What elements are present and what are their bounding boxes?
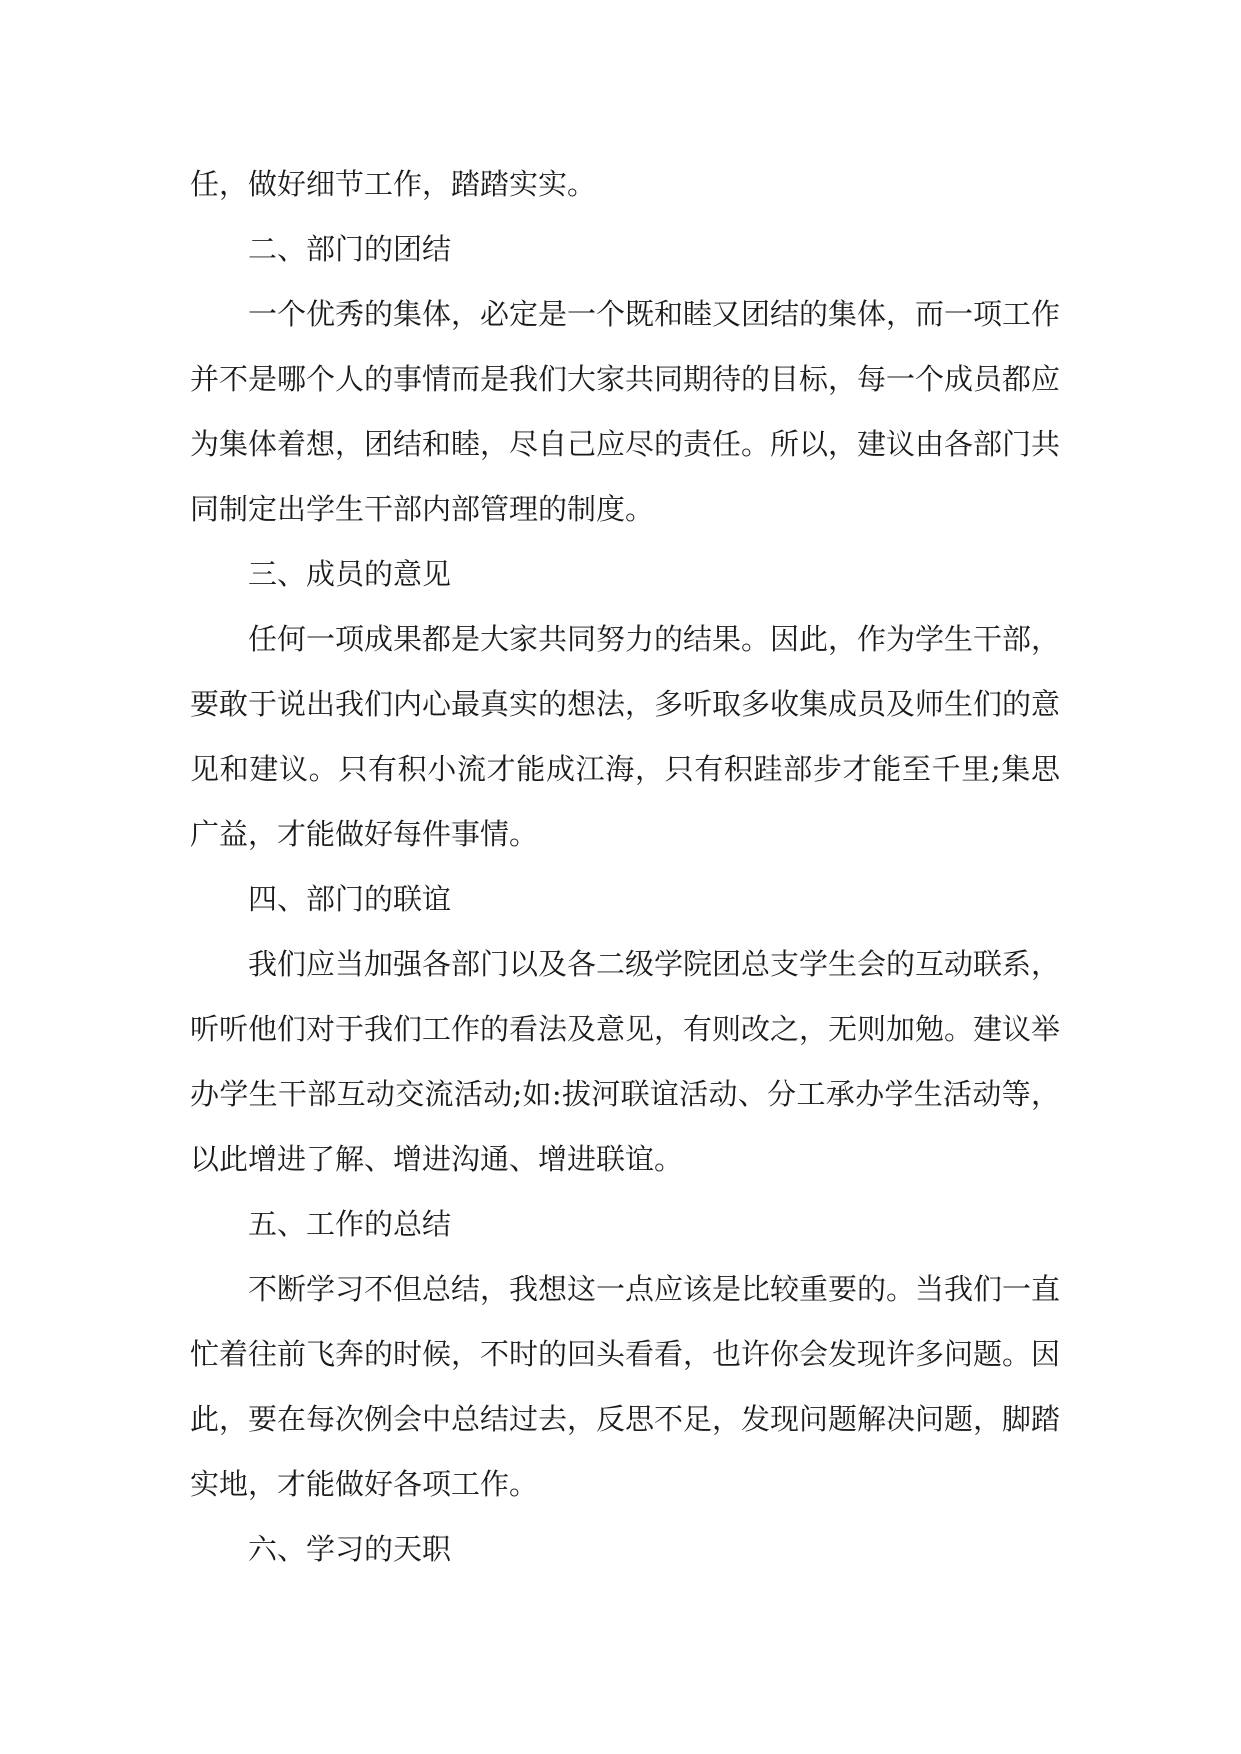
continuation-paragraph: 任，做好细节工作，踏踏实实。	[190, 167, 597, 201]
section-heading-2: 二、部门的团结	[248, 232, 452, 266]
section-body-2: 一个优秀的集体，必定是一个既和睦又团结的集体，而一项工作并不是哪个人的事情而是我们大家共同期待的目标，每一个成员都应为集体着想，团结和睦，尽自己应尽的责任。所以，建议由各部门共同制定出学生干部内部管理的制度。	[190, 297, 1061, 526]
section-body-3: 任何一项成果都是大家共同努力的结果。因此，作为学生干部，要敢于说出我们内心最真实的想法，多听取多收集成员及师生们的意见和建议。只有积小流才能成江海，只有积跬部步才能至千里;集思广益，才能做好每件事情。	[190, 622, 1061, 851]
document-page	[190, 152, 1060, 1582]
section-heading-5: 五、工作的总结	[248, 1207, 452, 1241]
section-heading-4: 四、部门的联谊	[248, 882, 452, 916]
section-heading-3: 三、成员的意见	[248, 557, 452, 591]
section-heading-6: 六、学习的天职	[248, 1532, 452, 1566]
section-body-5: 不断学习不但总结，我想这一点应该是比较重要的。当我们一直忙着往前飞奔的时候，不时的回头看看，也许你会发现许多问题。因此，要在每次例会中总结过去，反思不足，发现问题解决问题，脚踏实地，才能做好各项工作。	[190, 1272, 1061, 1501]
section-body-4: 我们应当加强各部门以及各二级学院团总支学生会的互动联系，听听他们对于我们工作的看法及意见，有则改之，无则加勉。建议举办学生干部互动交流活动;如:拔河联谊活动、分工承办学生活动等，以此增进了解、增进沟通、增进联谊。	[190, 947, 1061, 1176]
